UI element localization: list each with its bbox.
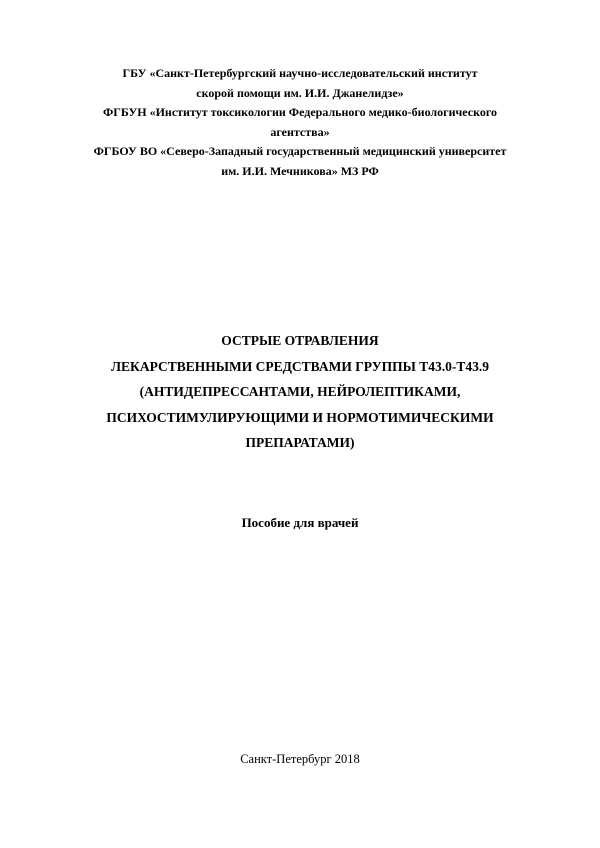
institution-line: скорой помощи им. И.И. Джанелидзе» (196, 85, 404, 100)
title-line: ОСТРЫЕ ОТРАВЛЕНИЯ (221, 333, 379, 348)
document-title (0, 328, 600, 456)
institution-line: ГБУ «Санкт-Петербургский научно-исследовательский институт (122, 66, 478, 80)
institutions-block (0, 64, 600, 181)
institution-line: ФГБОУ ВО «Северо-Западный государственный медицинский университет (93, 144, 507, 158)
title-line: ПРЕПАРАТАМИ) (245, 435, 355, 450)
document-subtitle: Пособие для врачей (241, 515, 359, 530)
place-and-year: Санкт-Петербург 2018 (240, 752, 360, 766)
title-line: ЛЕКАРСТВЕННЫМИ СРЕДСТВАМИ ГРУППЫ Т43.0-Т43.9 (110, 358, 489, 374)
title-line: (АНТИДЕПРЕССАНТАМИ, НЕЙРОЛЕПТИКАМИ, (139, 384, 461, 399)
title-line: ПСИХОСТИМУЛИРУЮЩИМИ И НОРМОТИМИЧЕСКИМИ (106, 409, 494, 425)
institution-line: им. И.И. Мечникова» МЗ РФ (221, 163, 379, 178)
institution-line: ФГБУН «Институт токсикологии Федерального медико-биологического (102, 105, 497, 119)
institution-line: агентства» (270, 124, 330, 139)
